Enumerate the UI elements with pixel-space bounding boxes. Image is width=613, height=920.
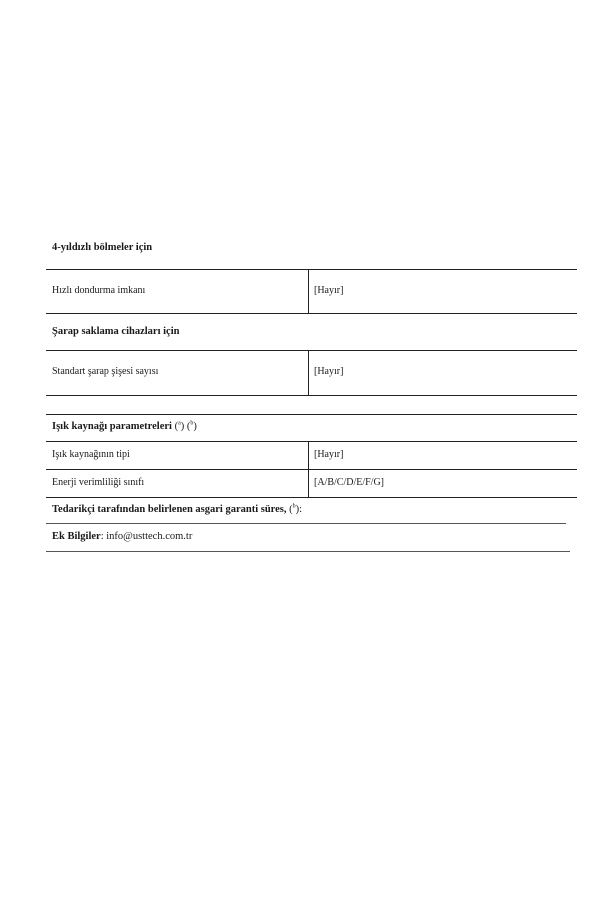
table-top-border: [46, 414, 577, 415]
section-heading-light: [52, 421, 197, 432]
light-heading-text: Işık kaynağı parametreleri: [52, 421, 172, 432]
footnote-a: ($^a$): [174, 420, 185, 432]
table-top-border: [46, 350, 577, 351]
extra-info-line: [52, 531, 192, 542]
row-value-fast-freeze: [Hayır]: [314, 285, 344, 296]
footnote-b: ($^b$): [186, 420, 197, 432]
row-divider: [46, 313, 577, 314]
row-divider: [46, 395, 577, 396]
row-value-wine-bottles: [Hayır]: [314, 366, 344, 377]
footnote-b: ($^b$):: [289, 503, 303, 515]
row-divider: [46, 523, 566, 524]
warranty-label: Tedarikçi tarafından belirlenen asgari garanti süres,: [52, 504, 287, 515]
column-divider: [308, 350, 309, 395]
column-divider: [308, 269, 309, 313]
row-divider: [46, 469, 577, 470]
section-heading-4star: 4-yıldızlı bölmeler için: [52, 242, 153, 253]
extra-info-email: info@usttech.com.tr: [106, 531, 193, 542]
section-heading-wine: Şarap saklama cihazları için: [52, 326, 180, 337]
row-label-light-type: Işık kaynağının tipi: [52, 449, 130, 460]
row-divider: [46, 441, 577, 442]
row-value-light-type: [Hayır]: [314, 449, 344, 460]
table-top-border: [46, 269, 577, 270]
extra-info-separator: :: [100, 531, 104, 542]
extra-info-label: Ek Bilgiler: [52, 531, 101, 542]
row-divider: [46, 497, 577, 498]
bottom-border: [46, 551, 570, 552]
row-label-wine-bottles: Standart şarap şişesi sayısı: [52, 366, 159, 377]
row-label-fast-freeze: Hızlı dondurma imkanı: [52, 285, 146, 296]
row-value-energy-class: [A/B/C/D/E/F/G]: [314, 477, 385, 488]
row-label-energy-class: Enerji verimliliği sınıfı: [52, 477, 145, 488]
warranty-line: [52, 504, 302, 515]
